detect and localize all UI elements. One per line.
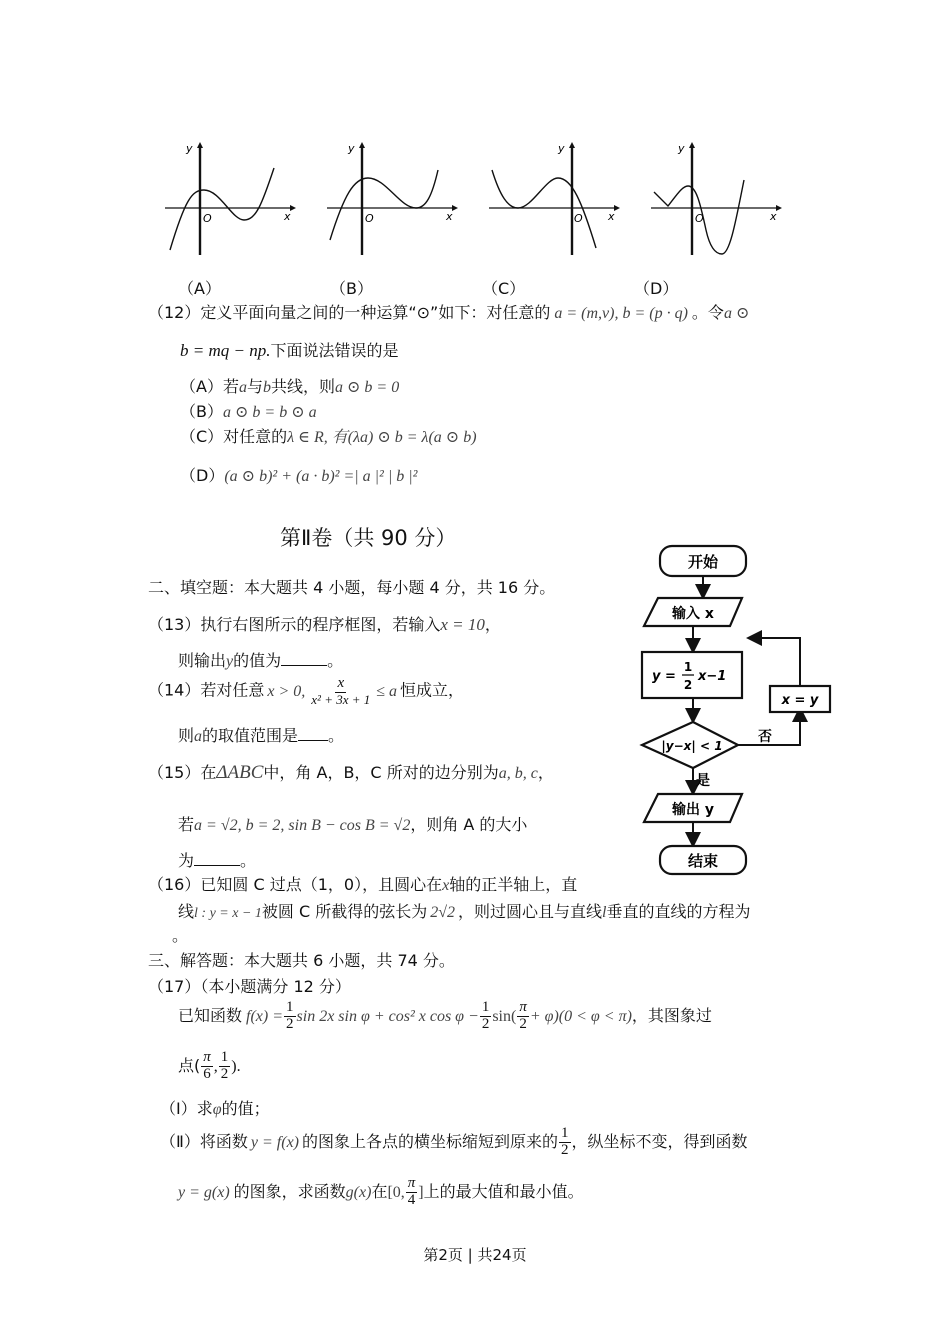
q15-line1: （15）在ΔABC中，角 A，B，C 所对的边分别为a, b, c， — [148, 762, 554, 783]
frac-half: $\frac{1}{2}$ — [286, 999, 294, 1032]
graph-label-b: （B） — [330, 279, 373, 298]
flow-process-left: y = — [652, 669, 676, 684]
q17-part2-line2: y = g(x) 的图象，求函数g(x)在[0, $\frac{\pi}{4}$ ]上的最大值和最小值。 — [178, 1175, 584, 1208]
axis-y-label: y — [186, 142, 193, 155]
frac-pi-2: $\frac{\pi}{2}$ — [519, 999, 527, 1032]
flow-process-den: 2 — [683, 678, 693, 692]
flow-process-num: 1 — [683, 660, 693, 674]
q17-function-line: 已知函数 f(x) = $\frac{1}{2}$ sin 2x sin φ + cos² x cos φ − $\frac{1}{2}$ sin( $\frac{\pi}{2}$ + φ)(0 < φ < π)，其图象过 — [178, 999, 712, 1032]
page-footer: 第2页 | 共24页 — [423, 1246, 527, 1264]
graph-c — [484, 140, 624, 260]
origin-label: O — [574, 212, 583, 225]
flow-decision-label: |y−x| < 1 — [661, 739, 723, 753]
axis-y-label: y — [348, 142, 355, 155]
q14-line1: （14）若对任意 x > 0, $\frac{x}{\text{x² + 3x + 1}}$ ≤ a 恒成立， — [148, 675, 465, 707]
axis-x-label: x — [608, 210, 615, 223]
graph-label-d: （D） — [634, 279, 679, 298]
q16-line2: 线l : y = x − 1被圆 C 所截得的弦长为 2√2 ，则过圆心且与直线l垂直的直线的方程为 — [178, 902, 751, 921]
graph-d — [646, 140, 786, 260]
q12-option-a: （A）若a与b共线，则a ⊙ b = 0 — [180, 377, 400, 396]
q15-line3: 为 。 — [178, 851, 257, 870]
q12-option-c: （C）对任意的λ ∈ R, 有(λa) ⊙ b = λ(a ⊙ b) — [180, 427, 477, 446]
q14-line2: 则a的取值范围是 。 — [178, 726, 345, 745]
q16-line1: （16）已知圆 C 过点（1，0），且圆心在x轴的正半轴上，直 — [148, 875, 578, 894]
axis-x-label: x — [770, 210, 777, 223]
flow-no-label: 否 — [758, 729, 772, 745]
q17-point-line: 点( $\frac{\pi}{6}$ , $\frac{1}{2}$ ). — [178, 1049, 241, 1082]
flow-yes-label: 是 — [696, 773, 710, 789]
frac-half: $\frac{1}{2}$ — [561, 1125, 569, 1158]
flow-assign-label: x = y — [781, 693, 819, 708]
axis-y-label: y — [678, 142, 685, 155]
q12-option-d: （D）(a ⊙ b)² + (a · b)² =| a |² | b |² — [180, 466, 418, 485]
fill-heading: 二、填空题：本大题共 4 小题，每小题 4 分，共 16 分。 — [148, 578, 556, 597]
q12-option-b: （B）a ⊙ b = b ⊙ a — [180, 402, 317, 421]
q12-line2: b = mq − np.下面说法错误的是 — [180, 341, 399, 360]
frac-pi-4: $\frac{\pi}{4}$ — [407, 1175, 416, 1208]
origin-label: O — [695, 212, 704, 225]
frac-half: $\frac{1}{2}$ — [481, 999, 490, 1032]
flow-process-right: x−1 — [698, 669, 727, 684]
q13-line1: （13）执行右图所示的程序框图，若输入x = 10， — [148, 615, 501, 634]
axis-x-label: x — [284, 210, 291, 223]
q17-part1: （Ⅰ）求φ的值； — [160, 1099, 270, 1118]
flow-output-label: 输出 y — [672, 802, 714, 818]
graph-label-a: （A） — [178, 279, 221, 298]
graph-a — [160, 140, 300, 260]
origin-label: O — [365, 212, 374, 225]
answer-blank — [281, 651, 327, 666]
frac-half: $\frac{1}{2}$ — [220, 1049, 229, 1082]
graph-b — [322, 140, 462, 260]
q16-line3: 。 — [172, 926, 189, 945]
solve-heading: 三、解答题：本大题共 6 小题，共 74 分。 — [148, 951, 455, 970]
origin-label: O — [203, 212, 212, 225]
curve-a — [170, 168, 274, 250]
graph-label-c: （C） — [482, 279, 526, 298]
q15-line2: 若a = √2, b = 2, sin B − cos B = √2，则角 A 的大小 — [178, 815, 528, 834]
axis-x-label: x — [446, 210, 453, 223]
q17-part2-line1: （Ⅱ）将函数 y = f(x) 的图象上各点的横坐标缩短到原来的 $\frac{1}{2}$ ，纵坐标不变，得到函数 — [160, 1125, 748, 1158]
q14-fraction: $\frac{x}{\text{x² + 3x + 1}}$ — [311, 675, 371, 707]
q17-title: （17）（本小题满分 12 分） — [148, 977, 351, 996]
q13-line2: 则输出y的值为 。 — [178, 651, 344, 670]
q12-line1: （12）定义平面向量之间的一种运算“⊙”如下：对任意的 a = (m,v), b = (p · q) 。令a ⊙ — [148, 303, 750, 322]
curve-c — [492, 170, 596, 248]
answer-blank — [298, 726, 328, 741]
answer-blank — [194, 851, 240, 866]
flow-input-label: 输入 x — [672, 606, 714, 622]
frac-pi-6: $\frac{\pi}{6}$ — [203, 1049, 211, 1082]
part2-title: 第Ⅱ卷（共 90 分） — [280, 526, 457, 550]
flowchart — [630, 540, 845, 880]
axis-y-label: y — [558, 142, 565, 155]
flow-end-label: 结束 — [687, 852, 719, 870]
curve-b — [330, 170, 438, 240]
flow-start-label: 开始 — [687, 553, 719, 571]
